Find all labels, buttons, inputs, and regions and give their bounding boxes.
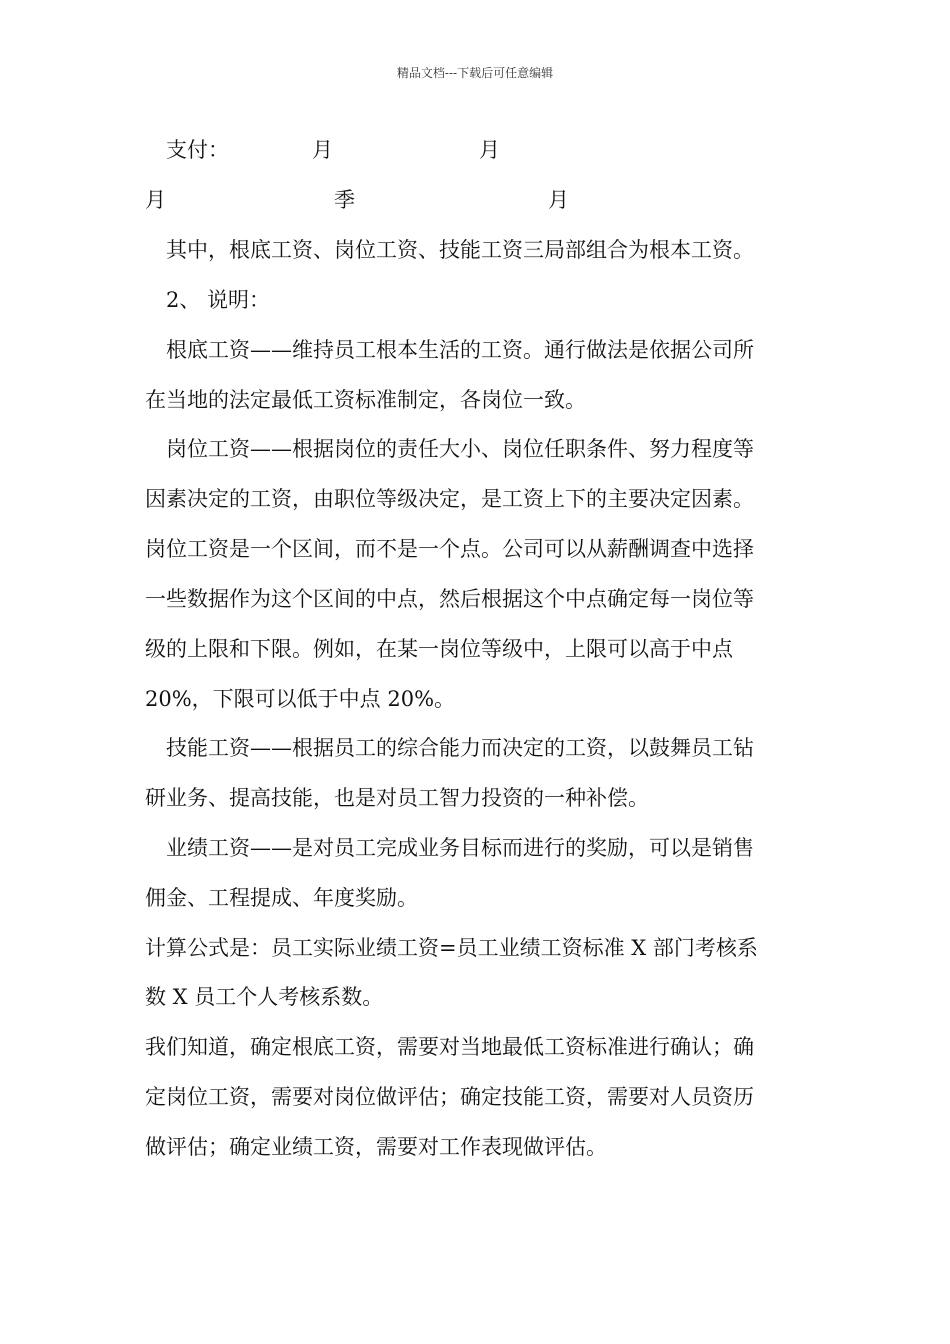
paragraph-line: 级的上限和下限。例如，在某一岗位等级中，上限可以高于中点 <box>145 637 733 661</box>
period-month-1: 月 <box>145 188 166 212</box>
section-heading: 2、 说明： <box>166 288 271 312</box>
paragraph-line: 数 X 员工个人考核系数。 <box>145 985 384 1009</box>
period-month-2: 月 <box>548 188 569 212</box>
paragraph-line: 因素决定的工资，由职位等级决定，是工资上下的主要决定因素。 <box>145 487 754 511</box>
paragraph-line: 技能工资——根据员工的综合能力而决定的工资，以鼓舞员工钻 <box>166 736 754 760</box>
paragraph-line: 我们知道，确定根底工资，需要对当地最低工资标准进行确认；确 <box>145 1035 754 1059</box>
paragraph-line: 20%，下限可以低于中点 20%。 <box>145 687 456 711</box>
paragraph-line: 佣金、工程提成、年度奖励。 <box>145 886 418 910</box>
page-header: 精品文档---下载后可任意编辑 <box>396 66 554 80</box>
payment-month-2: 月 <box>479 138 500 162</box>
paragraph-line: 其中，根底工资、岗位工资、技能工资三局部组合为根本工资。 <box>166 238 754 262</box>
paragraph-line: 岗位工资——根据岗位的责任大小、岗位任职条件、努力程度等 <box>166 437 754 461</box>
paragraph-line: 计算公式是：员工实际业绩工资=员工业绩工资标准 X 部门考核系 <box>145 936 758 960</box>
paragraph-line: 一些数据作为这个区间的中点，然后根据这个中点确定每一岗位等 <box>145 587 754 611</box>
paragraph-line: 岗位工资是一个区间，而不是一个点。公司可以从薪酬调查中选择 <box>145 537 754 561</box>
payment-label: 支付： <box>166 138 229 162</box>
paragraph-line: 研业务、提高技能，也是对员工智力投资的一种补偿。 <box>145 786 649 810</box>
paragraph-line: 根底工资——维持员工根本生活的工资。通行做法是依据公司所 <box>166 338 754 362</box>
paragraph-line: 业绩工资——是对员工完成业务目标而进行的奖励，可以是销售 <box>166 836 754 860</box>
paragraph-line: 做评估；确定业绩工资，需要对工作表现做评估。 <box>145 1135 607 1159</box>
paragraph-line: 在当地的法定最低工资标准制定，各岗位一致。 <box>145 388 586 412</box>
payment-month-1: 月 <box>312 138 333 162</box>
period-season: 季 <box>334 188 355 212</box>
paragraph-line: 定岗位工资，需要对岗位做评估；确定技能工资，需要对人员资历 <box>145 1085 754 1109</box>
